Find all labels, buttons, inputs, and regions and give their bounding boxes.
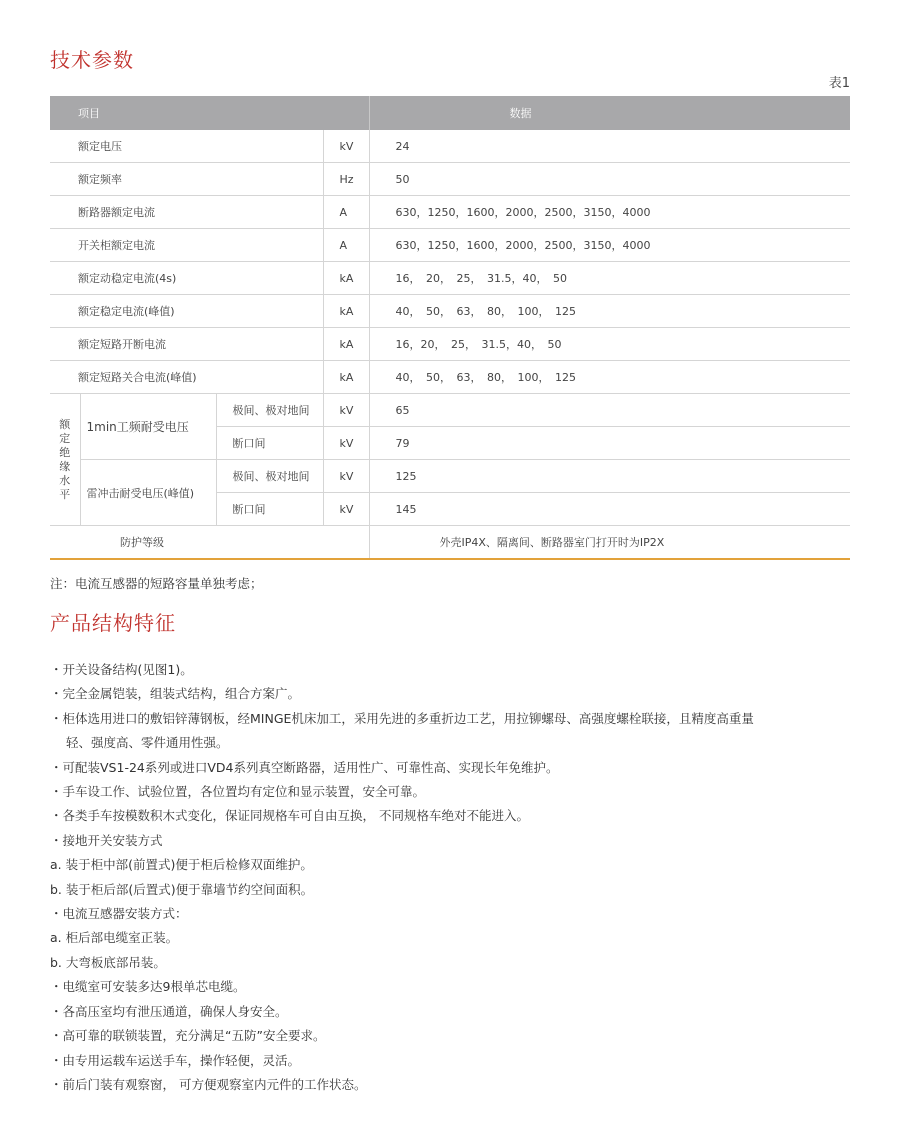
- row-unit: kA: [323, 295, 369, 328]
- row-data: 630，1250，1600，2000，2500，3150，4000: [369, 229, 850, 262]
- header-item: 项目: [50, 96, 369, 130]
- group-name: 雷冲击耐受电压(峰值): [80, 460, 216, 526]
- row-data: 24: [369, 130, 850, 163]
- row-data: 16，20， 25， 31.5，40， 50: [369, 328, 850, 361]
- list-item: ・各类手车按模数积木式变化，保证同规格车可自由互换， 不同规格车绝对不能进入。: [50, 808, 529, 824]
- table-row: [50, 262, 850, 295]
- row-unit: Hz: [323, 163, 369, 196]
- row-unit: kV: [323, 394, 369, 427]
- row-unit: A: [323, 229, 369, 262]
- row-unit: kV: [323, 130, 369, 163]
- sub-name: 断口间: [216, 427, 323, 460]
- table-row: [50, 295, 850, 328]
- table-row: [50, 361, 850, 394]
- row-item: 额定频率: [50, 163, 323, 196]
- row-unit: kA: [323, 361, 369, 394]
- list-item: ・开关设备结构(见图1)。: [50, 662, 193, 677]
- list-item: ・接地开关安装方式: [50, 832, 163, 848]
- table-number: 表1: [828, 76, 850, 91]
- row-data: 65: [369, 394, 850, 427]
- list-item: ・柜体选用进口的敷铝锌薄钢板，经MINGE机床加工，采用先进的多重折边工艺，用拉铆螺母、高强度螺栓联接，且精度高重量: [50, 710, 754, 726]
- row-data: 630，1250，1600，2000，2500，3150，4000: [369, 196, 850, 229]
- list-item: ・电缆室可安装多达9根单芯电缆。: [50, 979, 246, 995]
- list-item: ・前后门装有观察窗， 可方便观察室内元件的工作状态。: [50, 1076, 367, 1092]
- list-item: 轻、强度高、零件通用性强。: [66, 735, 229, 751]
- row-item: 额定稳定电流(峰值): [50, 295, 323, 328]
- row-item: 断路器额定电流: [50, 196, 323, 229]
- insulation-label: [50, 394, 80, 526]
- table-row: [50, 196, 850, 229]
- table-row: [50, 526, 850, 560]
- sub-name: 极间、极对地间: [216, 394, 323, 427]
- list-item: ・各高压室均有泄压通道，确保人身安全。: [50, 1003, 288, 1019]
- row-unit: kV: [323, 460, 369, 493]
- row-unit: kV: [323, 427, 369, 460]
- group-name: 1min工频耐受电压: [80, 394, 216, 460]
- row-item: 额定动稳定电流(4s): [50, 262, 323, 295]
- row-unit: kA: [323, 328, 369, 361]
- sub-name: 极间、极对地间: [216, 460, 323, 493]
- row-unit: kV: [323, 493, 369, 526]
- spec-table: [50, 96, 850, 560]
- row-data: 40， 50， 63， 80， 100， 125: [369, 361, 850, 394]
- table-row: [50, 130, 850, 163]
- protection-data: 外壳IP4X、隔离间、断路器室门打开时为IP2X: [369, 526, 850, 560]
- list-item: ・电流互感器安装方式：: [50, 906, 188, 922]
- list-item: ・手车设工作、试验位置，各位置均有定位和显示装置，安全可靠。: [50, 784, 426, 800]
- list-item: b. 装于柜后部(后置式)便于靠墙节约空间面积。: [50, 881, 314, 897]
- row-unit: A: [323, 196, 369, 229]
- sub-name: 断口间: [216, 493, 323, 526]
- row-data: 79: [369, 427, 850, 460]
- table-row: [50, 229, 850, 262]
- table-row: [50, 328, 850, 361]
- row-data: 145: [369, 493, 850, 526]
- row-unit: kA: [323, 262, 369, 295]
- section-title-tech-params: 技术参数: [50, 48, 134, 72]
- row-item: 开关柜额定电流: [50, 229, 323, 262]
- table-note: 注：电流互感器的短路容量单独考虑；: [50, 576, 263, 591]
- list-item: a. 柜后部电缆室正装。: [50, 930, 179, 946]
- list-item: b. 大弯板底部吊装。: [50, 954, 166, 970]
- list-item: ・由专用运载车运送手车，操作轻便，灵活。: [50, 1052, 301, 1068]
- row-data: 50: [369, 163, 850, 196]
- table-row: [50, 163, 850, 196]
- row-data: 16， 20， 25， 31.5，40， 50: [369, 262, 850, 295]
- row-item: 额定短路关合电流(峰值): [50, 361, 323, 394]
- row-item: 额定短路开断电流: [50, 328, 323, 361]
- table-row: [50, 394, 850, 427]
- header-data: 数据: [369, 96, 850, 130]
- row-data: 125: [369, 460, 850, 493]
- protection-item: 防护等级: [50, 526, 369, 560]
- row-item: 额定电压: [50, 130, 323, 163]
- list-item: a. 装于柜中部(前置式)便于柜后检修双面维护。: [50, 857, 313, 873]
- list-item: ・高可靠的联锁装置，充分满足“五防”安全要求。: [50, 1028, 326, 1044]
- list-item: ・可配装VS1-24系列或进口VD4系列真空断路器，适用性广、可靠性高、实现长年免维护。: [50, 759, 559, 775]
- insulation-label-text: 额 定 绝 缘 水 平: [59, 417, 71, 501]
- list-item: ・完全金属铠装，组装式结构，组合方案广。: [50, 686, 301, 702]
- table-row: [50, 460, 850, 493]
- feature-list: [50, 658, 850, 1097]
- table-header-row: [50, 96, 850, 130]
- section-title-structure: 产品结构特征: [50, 611, 176, 635]
- row-data: 40， 50， 63， 80， 100， 125: [369, 295, 850, 328]
